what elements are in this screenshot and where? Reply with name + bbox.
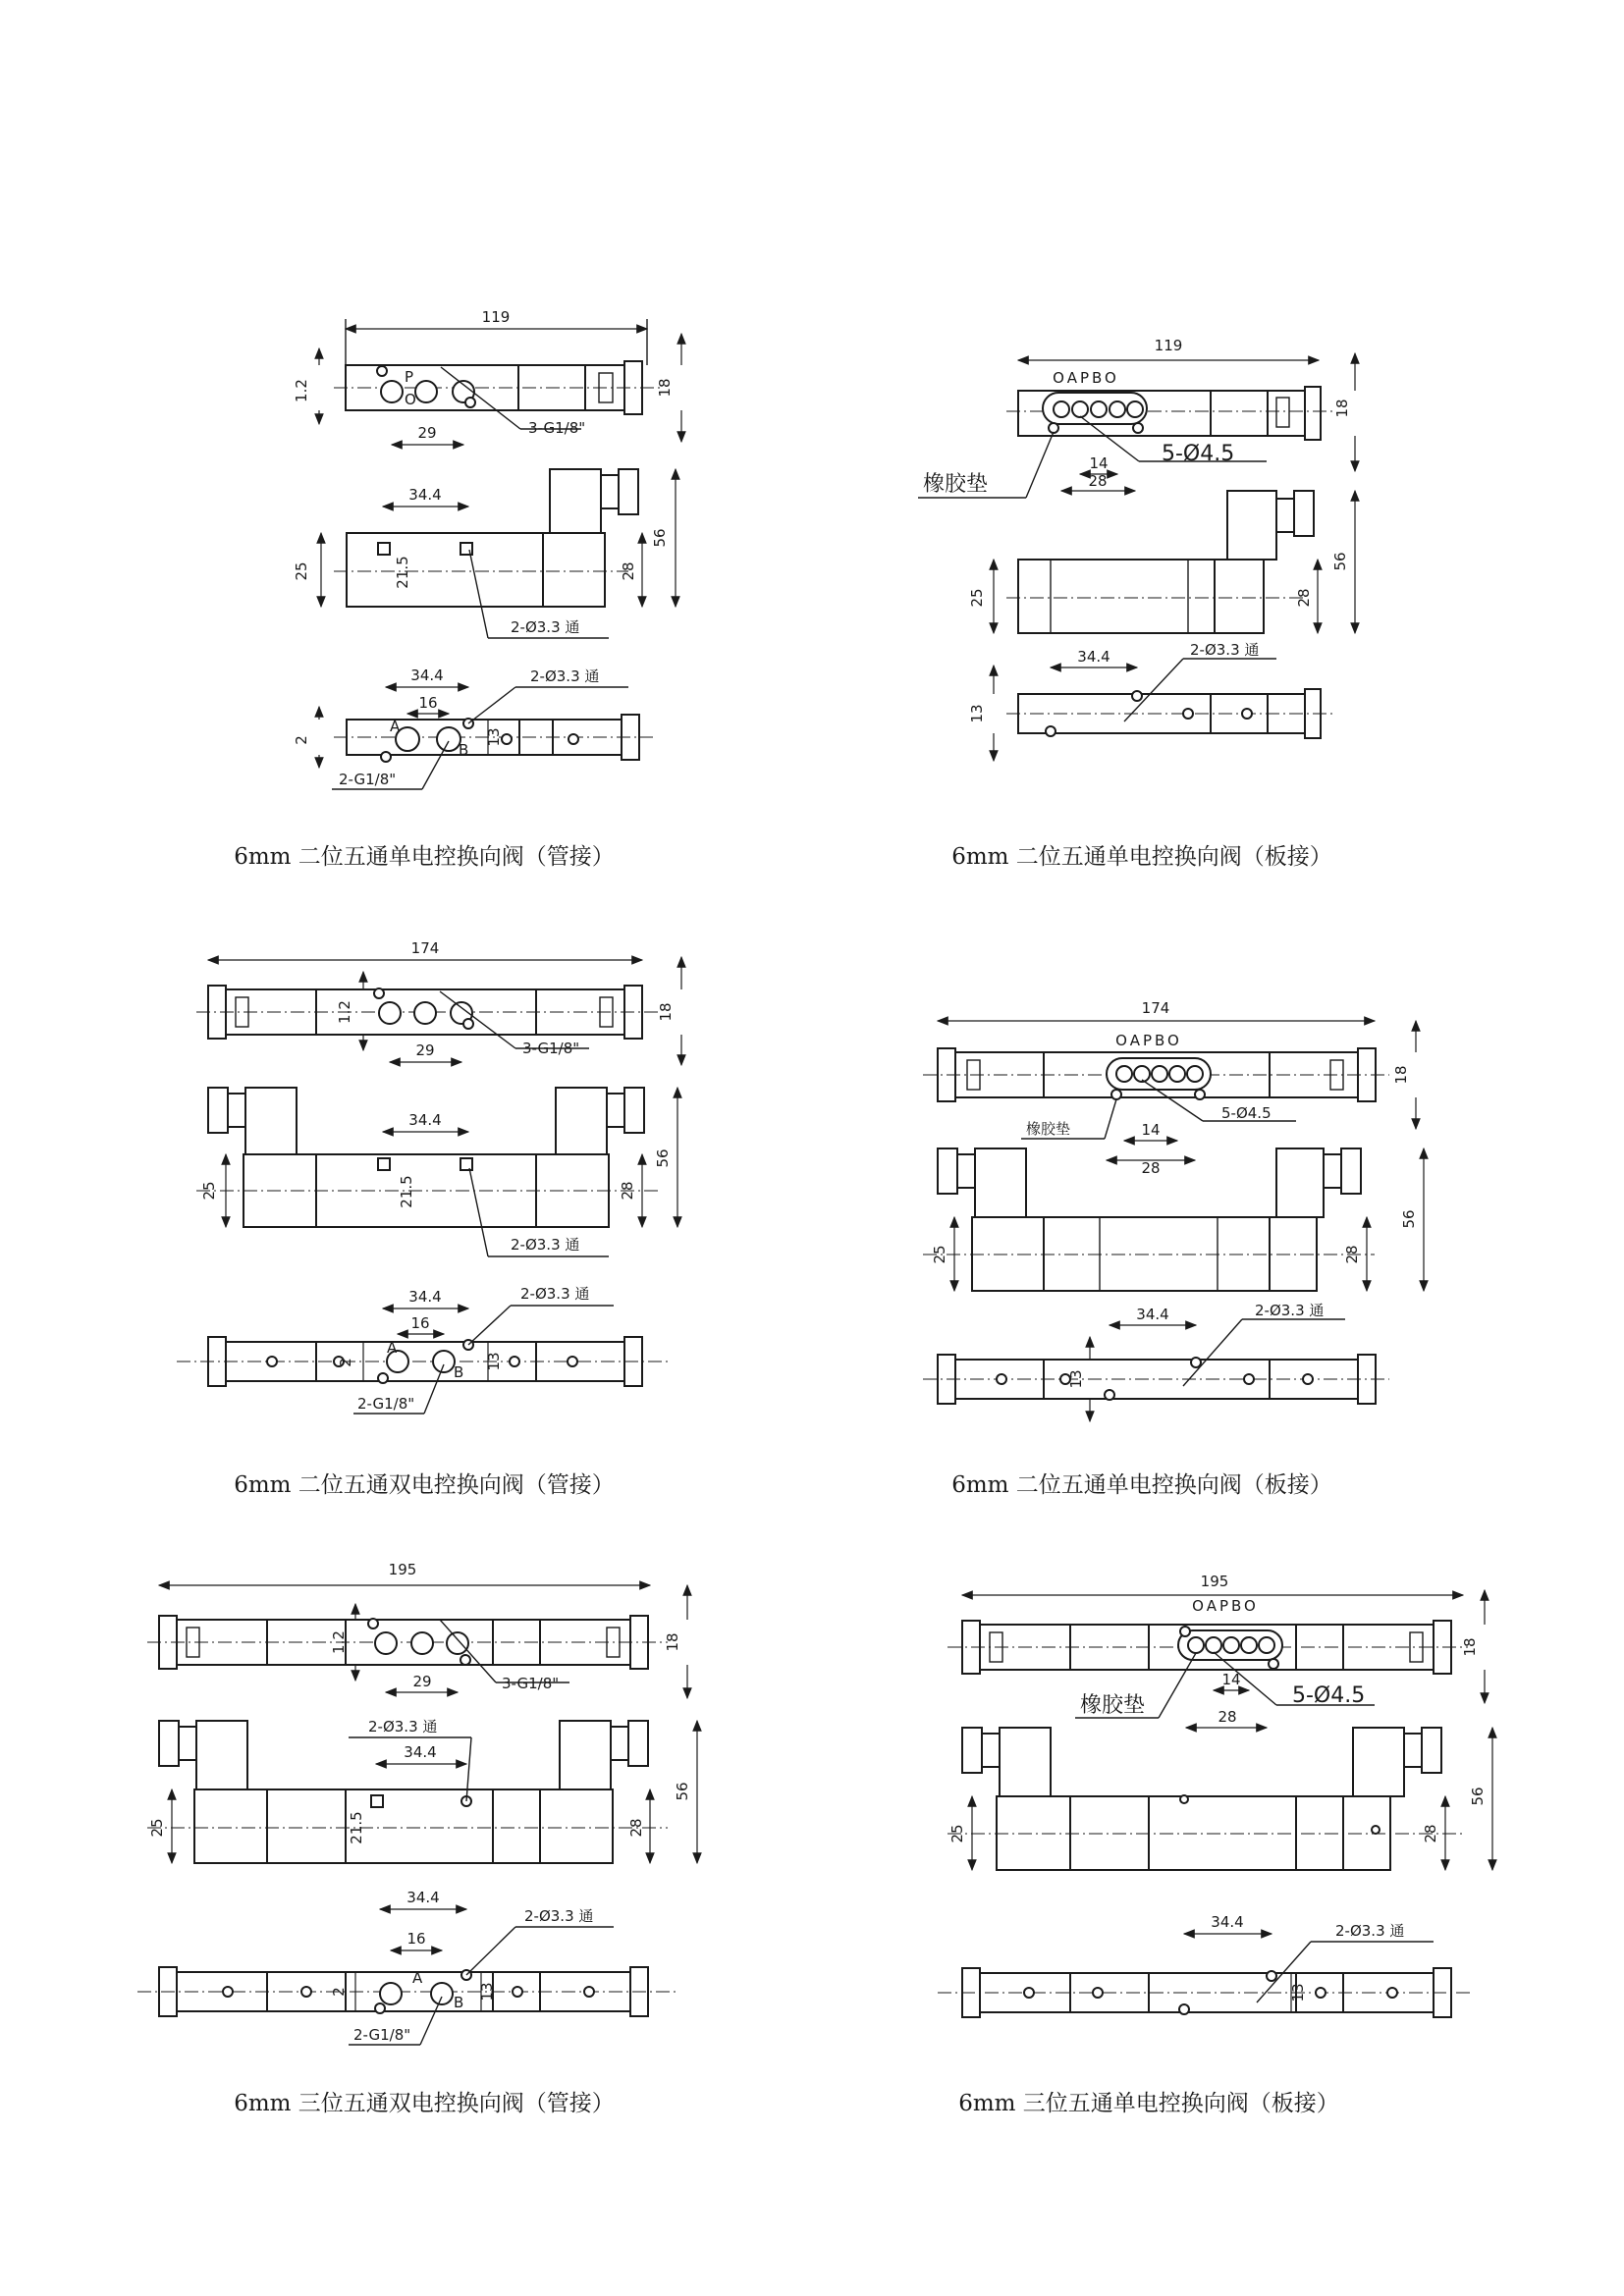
svg-text:3-G1/8": 3-G1/8": [502, 1675, 560, 1692]
caption-4: 6mm 二位五通单电控换向阀（板接）: [951, 1472, 1332, 1498]
svg-text:2: 2: [293, 735, 310, 745]
svg-text:16: 16: [406, 1930, 426, 1948]
svg-text:A: A: [387, 1339, 398, 1357]
svg-text:13: 13: [485, 1352, 503, 1371]
svg-text:29: 29: [415, 1041, 435, 1059]
svg-text:34.4: 34.4: [410, 667, 444, 684]
panel-4-side-view: [923, 1148, 1424, 1291]
svg-text:18: 18: [657, 1002, 675, 1022]
svg-text:28: 28: [1218, 1708, 1237, 1726]
svg-text:1.2: 1.2: [336, 1000, 353, 1024]
caption-5: 6mm 三位五通双电控换向阀（管接）: [234, 2091, 615, 2116]
panel-5-bottom-view: [137, 1889, 677, 2045]
svg-text:56: 56: [674, 1782, 691, 1801]
svg-text:13: 13: [1289, 1983, 1307, 2002]
svg-text:18: 18: [1392, 1065, 1410, 1085]
panel-6-side-view: [947, 1728, 1492, 1870]
panel-3-double-pipe: [177, 939, 681, 1498]
caption-1: 6mm 二位五通单电控换向阀（管接）: [234, 844, 615, 870]
svg-text:56: 56: [654, 1148, 672, 1168]
svg-text:3-G1/8": 3-G1/8": [522, 1040, 580, 1057]
panel-2-top-view: [918, 337, 1355, 498]
svg-text:34.4: 34.4: [406, 1889, 440, 1906]
svg-text:2-Ø3.3 通: 2-Ø3.3 通: [1190, 641, 1260, 659]
svg-text:3-G1/8": 3-G1/8": [528, 419, 586, 437]
svg-text:56: 56: [1469, 1787, 1487, 1806]
svg-text:21.5: 21.5: [394, 556, 411, 589]
svg-text:34.4: 34.4: [404, 1743, 437, 1761]
svg-text:P: P: [405, 368, 414, 386]
svg-text:14: 14: [1221, 1671, 1241, 1688]
svg-text:28: 28: [1141, 1159, 1161, 1177]
panel-1-top-view: [293, 308, 681, 445]
svg-text:56: 56: [1331, 552, 1349, 571]
svg-text:2: 2: [337, 1358, 354, 1367]
svg-text:21.5: 21.5: [398, 1175, 415, 1208]
svg-text:O: O: [405, 391, 416, 408]
svg-text:34.4: 34.4: [408, 486, 442, 504]
dim-length: 119: [481, 308, 511, 326]
panel-2-side-view: [968, 491, 1355, 633]
svg-text:A: A: [390, 718, 401, 735]
svg-text:13: 13: [968, 704, 986, 723]
svg-text:28: 28: [619, 1181, 636, 1201]
panel-1-bottom-view: [293, 667, 653, 789]
svg-text:1.2: 1.2: [293, 379, 310, 402]
svg-text:56: 56: [651, 528, 669, 548]
svg-text:25: 25: [948, 1824, 966, 1843]
svg-text:34.4: 34.4: [408, 1288, 442, 1306]
svg-text:2-G1/8": 2-G1/8": [357, 1395, 415, 1413]
svg-text:2-Ø3.3 通: 2-Ø3.3 通: [524, 1907, 594, 1925]
svg-text:195: 195: [1200, 1573, 1229, 1590]
svg-text:195: 195: [388, 1561, 417, 1578]
svg-text:28: 28: [1343, 1245, 1361, 1264]
svg-text:25: 25: [931, 1245, 948, 1264]
svg-text:B: B: [454, 1363, 464, 1381]
svg-text:橡胶垫: 橡胶垫: [1080, 1693, 1146, 1718]
svg-text:OAPBO: OAPBO: [1192, 1597, 1259, 1615]
svg-text:34.4: 34.4: [408, 1111, 442, 1129]
svg-text:14: 14: [1141, 1121, 1161, 1139]
svg-text:2-Ø3.3 通: 2-Ø3.3 通: [368, 1718, 438, 1735]
svg-text:5-Ø4.5: 5-Ø4.5: [1292, 1683, 1366, 1708]
svg-text:34.4: 34.4: [1136, 1306, 1169, 1323]
svg-text:16: 16: [418, 694, 438, 712]
panel-1-single-pipe: [234, 308, 681, 870]
panel-1-side-view: [293, 469, 676, 638]
svg-text:28: 28: [627, 1818, 645, 1838]
svg-text:A: A: [412, 1969, 423, 1987]
panel-5-top-view: [147, 1561, 687, 1698]
svg-text:174: 174: [410, 939, 440, 957]
svg-text:2-Ø3.3 通: 2-Ø3.3 通: [520, 1285, 590, 1303]
panel-3-side-view: [196, 1088, 677, 1256]
svg-text:28: 28: [1088, 472, 1108, 490]
svg-text:18: 18: [1461, 1637, 1479, 1657]
svg-text:16: 16: [410, 1314, 430, 1332]
svg-text:13: 13: [1067, 1369, 1085, 1389]
panel-5-three-pos-double-pipe: [137, 1561, 697, 2116]
svg-text:29: 29: [417, 424, 437, 442]
svg-text:OAPBO: OAPBO: [1053, 369, 1119, 387]
svg-text:2-G1/8": 2-G1/8": [339, 771, 397, 788]
svg-text:21.5: 21.5: [348, 1811, 365, 1844]
svg-text:橡胶垫: 橡胶垫: [923, 472, 989, 497]
svg-text:2-Ø3.3 通: 2-Ø3.3 通: [1335, 1922, 1405, 1940]
svg-text:2-Ø3.3 通: 2-Ø3.3 通: [511, 618, 580, 636]
svg-text:OAPBO: OAPBO: [1115, 1032, 1182, 1049]
svg-text:28: 28: [620, 561, 637, 581]
svg-text:29: 29: [412, 1673, 432, 1690]
svg-text:13: 13: [485, 727, 503, 747]
svg-text:B: B: [459, 741, 469, 759]
panel-6-three-pos-single-plate: [938, 1573, 1492, 2116]
panel-2-bottom-view: [968, 641, 1335, 761]
svg-text:橡胶垫: 橡胶垫: [1026, 1120, 1071, 1138]
svg-text:2-Ø3.3 通: 2-Ø3.3 通: [1255, 1302, 1325, 1319]
svg-text:56: 56: [1400, 1209, 1418, 1229]
svg-text:25: 25: [148, 1818, 166, 1838]
svg-text:34.4: 34.4: [1077, 648, 1110, 666]
svg-text:28: 28: [1422, 1824, 1439, 1843]
panel-5-side-view: [147, 1718, 697, 1863]
svg-text:2-Ø3.3 通: 2-Ø3.3 通: [530, 667, 600, 685]
caption-2: 6mm 二位五通单电控换向阀（板接）: [951, 844, 1332, 870]
svg-text:B: B: [454, 1994, 464, 2011]
svg-text:174: 174: [1141, 999, 1170, 1017]
panel-3-bottom-view: [177, 1285, 668, 1414]
svg-text:5-Ø4.5: 5-Ø4.5: [1162, 442, 1235, 466]
caption-3: 6mm 二位五通双电控换向阀（管接）: [234, 1472, 615, 1498]
panel-4-bottom-view: [923, 1302, 1389, 1421]
svg-text:5-Ø4.5: 5-Ø4.5: [1221, 1104, 1272, 1122]
caption-6: 6mm 三位五通单电控换向阀（板接）: [958, 2091, 1339, 2116]
panel-6-top-view: [947, 1573, 1485, 1728]
svg-text:14: 14: [1089, 454, 1109, 472]
svg-text:13: 13: [478, 1982, 496, 2002]
svg-text:18: 18: [656, 378, 674, 398]
svg-text:1.2: 1.2: [330, 1630, 348, 1654]
panel-4-single-plate: [923, 999, 1424, 1498]
svg-text:119: 119: [1154, 337, 1183, 354]
svg-text:25: 25: [293, 561, 310, 581]
panel-3-top-view: [196, 939, 681, 1065]
svg-text:2: 2: [330, 1987, 348, 1997]
svg-text:2-G1/8": 2-G1/8": [353, 2026, 411, 2044]
panel-2-single-plate: [918, 337, 1355, 870]
svg-text:25: 25: [200, 1181, 218, 1201]
svg-text:2-Ø3.3 通: 2-Ø3.3 通: [511, 1236, 580, 1254]
svg-text:28: 28: [1295, 588, 1313, 608]
svg-text:18: 18: [1333, 399, 1351, 418]
svg-text:34.4: 34.4: [1211, 1913, 1244, 1931]
svg-text:18: 18: [664, 1632, 681, 1652]
panel-6-bottom-view: [938, 1913, 1473, 2017]
svg-text:25: 25: [968, 588, 986, 608]
